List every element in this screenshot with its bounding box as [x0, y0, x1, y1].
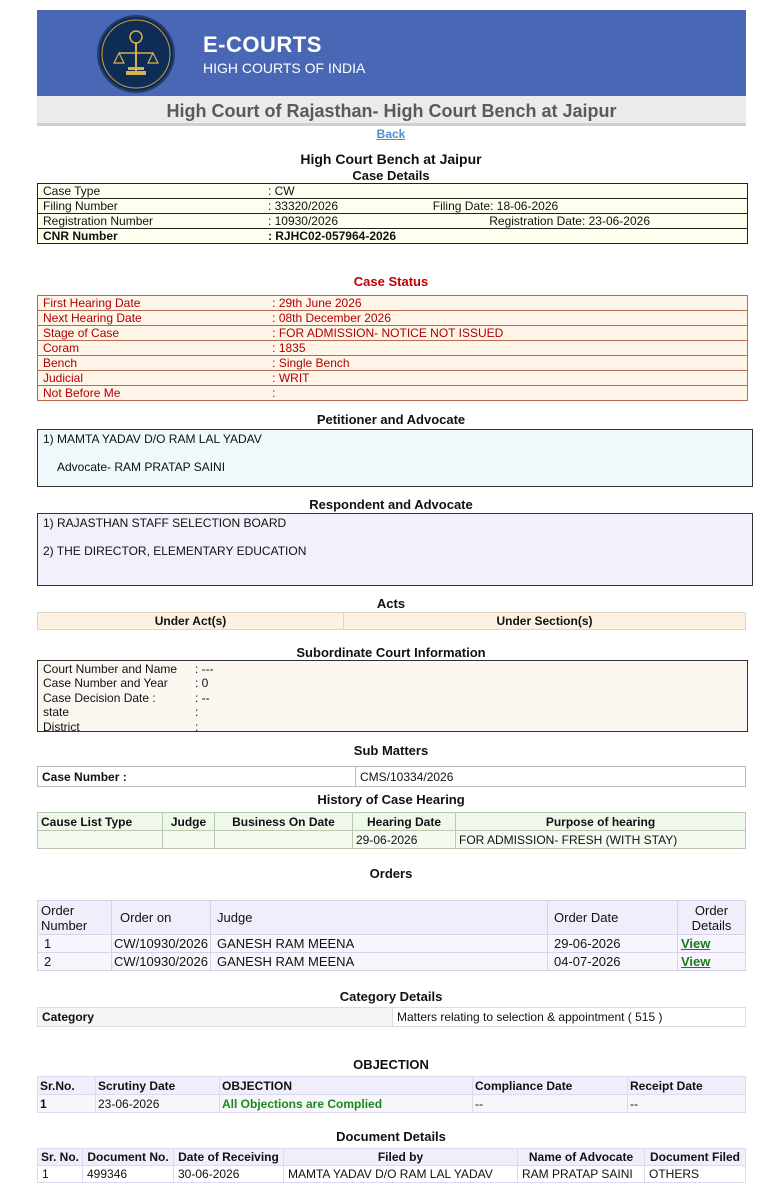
history-cell: FOR ADMISSION- FRESH (WITH STAY): [456, 831, 746, 849]
case-type-extra: [433, 184, 748, 199]
subordinate-row: [43, 676, 742, 690]
status-value: : Single Bench: [267, 356, 747, 371]
objection-table: [37, 1076, 746, 1113]
objection-sr: 1: [38, 1095, 96, 1113]
order-judge: GANESH RAM MEENA: [211, 935, 548, 953]
document-received-date: 30-06-2026: [174, 1166, 284, 1183]
court-name: High Court of Rajasthan- High Court Bench at Jaipur: [166, 101, 617, 121]
status-value: : WRIT: [267, 371, 747, 386]
subordinate-label: Case Decision Date :: [43, 690, 156, 705]
case-detail-row: [38, 199, 748, 214]
subordinate-row: [43, 705, 742, 719]
subordinate-label: District: [43, 719, 80, 734]
respondent-line: 1) RAJASTHAN STAFF SELECTION BOARD: [43, 516, 287, 530]
order-details: [678, 953, 746, 971]
subordinate-value: :: [195, 705, 199, 720]
filing-number-value: : 33320/2026: [263, 199, 433, 214]
history-cell: 29-06-2026: [353, 831, 456, 849]
subordinate-value: : --: [195, 690, 210, 705]
subordinate-label: state: [43, 705, 70, 720]
acts-table: [37, 612, 746, 630]
bench-title: High Court Bench at Jaipur: [300, 151, 482, 167]
category-value: Matters relating to selection & appointment ( 515 ): [393, 1008, 746, 1027]
orders-header: Judge: [211, 901, 548, 935]
view-order-link[interactable]: View: [681, 936, 711, 951]
objection-header: Sr.No.: [38, 1077, 96, 1095]
hearing-history-table: [37, 812, 746, 849]
documents-title: Document Details: [336, 1129, 446, 1144]
status-label: Stage of Case: [38, 326, 268, 341]
objection-header: OBJECTION: [220, 1077, 473, 1095]
category-label: Category: [38, 1008, 393, 1027]
subordinate-value: : 0: [195, 676, 209, 691]
status-row: [38, 356, 748, 371]
status-value: : 08th December 2026: [267, 311, 747, 326]
subordinate-row: [43, 691, 742, 705]
subordinate-row: [43, 720, 742, 734]
case-details-title: Case Details: [352, 168, 430, 183]
status-row: [38, 311, 748, 326]
status-label: First Hearing Date: [38, 296, 268, 311]
sections-header: Under Section(s): [344, 613, 746, 630]
status-label: Not Before Me: [43, 386, 121, 400]
case-status-table: [37, 295, 748, 401]
subordinate-row: [43, 662, 742, 676]
status-value: :: [272, 386, 276, 400]
objection-row: [38, 1095, 746, 1113]
order-number: 1: [38, 935, 112, 953]
case-detail-row: [38, 229, 748, 244]
sub-matters-title: Sub Matters: [353, 743, 429, 758]
scrutiny-date: 23-06-2026: [96, 1095, 220, 1113]
documents-header: Document Filed: [645, 1149, 746, 1166]
document-sr: 1: [38, 1166, 83, 1183]
history-header: Hearing Date: [353, 813, 456, 831]
status-value: : 29th June 2026: [267, 296, 747, 311]
acts-header: Under Act(s): [38, 613, 344, 630]
document-filed-by: MAMTA YADAV D/O RAM LAL YADAV: [284, 1166, 518, 1183]
status-row: [38, 341, 748, 356]
order-date: 04-07-2026: [548, 953, 678, 971]
document-filed-type: OTHERS: [645, 1166, 746, 1183]
orders-header: Order Details: [678, 901, 746, 935]
receipt-date: --: [628, 1095, 746, 1113]
case-type-value: : CW: [263, 184, 433, 199]
document-advocate: RAM PRATAP SAINI: [518, 1166, 645, 1183]
objection-header: Receipt Date: [628, 1077, 746, 1095]
filing-number-label: Filing Number: [38, 199, 263, 214]
brand-title: E-COURTS: [203, 32, 322, 57]
status-label: Judicial: [38, 371, 268, 386]
order-number: 2: [38, 953, 112, 971]
history-cell: [38, 831, 163, 849]
objection-status: All Objections are Complied: [220, 1095, 473, 1113]
document-no: 499346: [83, 1166, 174, 1183]
documents-header: Sr. No.: [38, 1149, 83, 1166]
category-table: [37, 1007, 746, 1027]
petitioner-title: Petitioner and Advocate: [316, 412, 466, 427]
petitioner-box: [37, 429, 753, 487]
objection-header: Scrutiny Date: [96, 1077, 220, 1095]
documents-header: Date of Receiving: [174, 1149, 284, 1166]
order-details: [678, 935, 746, 953]
category-title: Category Details: [339, 989, 443, 1004]
history-header: Purpose of hearing: [456, 813, 746, 831]
subordinate-court-box: [37, 660, 748, 732]
history-header: Business On Date: [215, 813, 353, 831]
documents-header: Filed by: [284, 1149, 518, 1166]
documents-header: Document No.: [83, 1149, 174, 1166]
case-detail-row: [38, 184, 748, 199]
brand-subtitle: HIGH COURTS OF INDIA: [203, 60, 366, 76]
history-cell: [215, 831, 353, 849]
order-on: CW/10930/2026: [112, 953, 211, 971]
status-label: Bench: [38, 356, 268, 371]
status-label: Coram: [38, 341, 268, 356]
document-row: [38, 1166, 746, 1183]
order-on: CW/10930/2026: [112, 935, 211, 953]
status-row: [38, 371, 748, 386]
status-row: [38, 326, 748, 341]
header-banner: [37, 10, 746, 96]
petitioner-line: [43, 446, 747, 460]
history-cell: [163, 831, 215, 849]
registration-number-value: : 10930/2026: [263, 214, 433, 229]
cnr-number-extra: [433, 229, 748, 244]
subordinate-value: : ---: [195, 662, 214, 676]
orders-header: Order Number: [38, 901, 112, 935]
cnr-number-label: CNR Number: [43, 229, 118, 243]
status-value: : FOR ADMISSION- NOTICE NOT ISSUED: [267, 326, 747, 341]
status-row: [38, 386, 748, 401]
history-header: Cause List Type: [38, 813, 163, 831]
status-row: [38, 296, 748, 311]
orders-title: Orders: [369, 866, 413, 881]
status-label: Next Hearing Date: [38, 311, 268, 326]
respondent-line: [43, 530, 747, 544]
petitioner-line: 1) MAMTA YADAV D/O RAM LAL YADAV: [43, 432, 262, 446]
order-judge: GANESH RAM MEENA: [211, 953, 548, 971]
cnr-number-value: : RJHC02-057964-2026: [267, 229, 397, 243]
registration-date: Registration Date: 23-06-2026: [433, 214, 748, 229]
order-row: [38, 953, 746, 971]
order-row: [38, 935, 746, 953]
acts-title: Acts: [376, 596, 406, 611]
case-details-table: [37, 183, 748, 244]
back-link[interactable]: Back: [376, 127, 406, 141]
history-title: History of Case Hearing: [317, 792, 465, 807]
orders-header: Order on: [112, 901, 211, 935]
subordinate-label: Court Number and Name: [43, 662, 178, 676]
respondent-title: Respondent and Advocate: [309, 497, 473, 512]
case-type-label: Case Type: [38, 184, 263, 199]
filing-date-text: Filing Date: 18-06-2026: [432, 199, 559, 213]
respondent-line: 2) THE DIRECTOR, ELEMENTARY EDUCATION: [43, 544, 307, 558]
orders-table: [37, 900, 746, 971]
petitioner-advocate: Advocate- RAM PRATAP SAINI: [57, 460, 226, 474]
view-order-link[interactable]: View: [681, 954, 711, 969]
orders-header: Order Date: [548, 901, 678, 935]
respondent-box: [37, 513, 753, 586]
ecourts-emblem-icon: [97, 15, 175, 93]
objection-header: Compliance Date: [473, 1077, 628, 1095]
status-value: : 1835: [267, 341, 747, 356]
court-title-bar: [37, 96, 746, 126]
documents-header: Name of Advocate: [518, 1149, 645, 1166]
history-row: [38, 831, 746, 849]
case-detail-row: [38, 214, 748, 229]
documents-table: [37, 1148, 746, 1183]
sub-matter-label: Case Number :: [38, 767, 356, 787]
history-header: Judge: [163, 813, 215, 831]
sub-matter-value: CMS/10334/2026: [356, 767, 746, 787]
sub-matters-table: [37, 766, 746, 787]
objection-title: OBJECTION: [353, 1057, 429, 1072]
case-status-title: Case Status: [353, 274, 429, 289]
filing-date: [433, 199, 748, 214]
registration-number-label: Registration Number: [38, 214, 263, 229]
compliance-date: --: [473, 1095, 628, 1113]
subordinate-label: Case Number and Year: [43, 676, 168, 691]
subordinate-value: :: [195, 719, 199, 734]
order-date: 29-06-2026: [548, 935, 678, 953]
subordinate-title: Subordinate Court Information: [296, 645, 486, 660]
